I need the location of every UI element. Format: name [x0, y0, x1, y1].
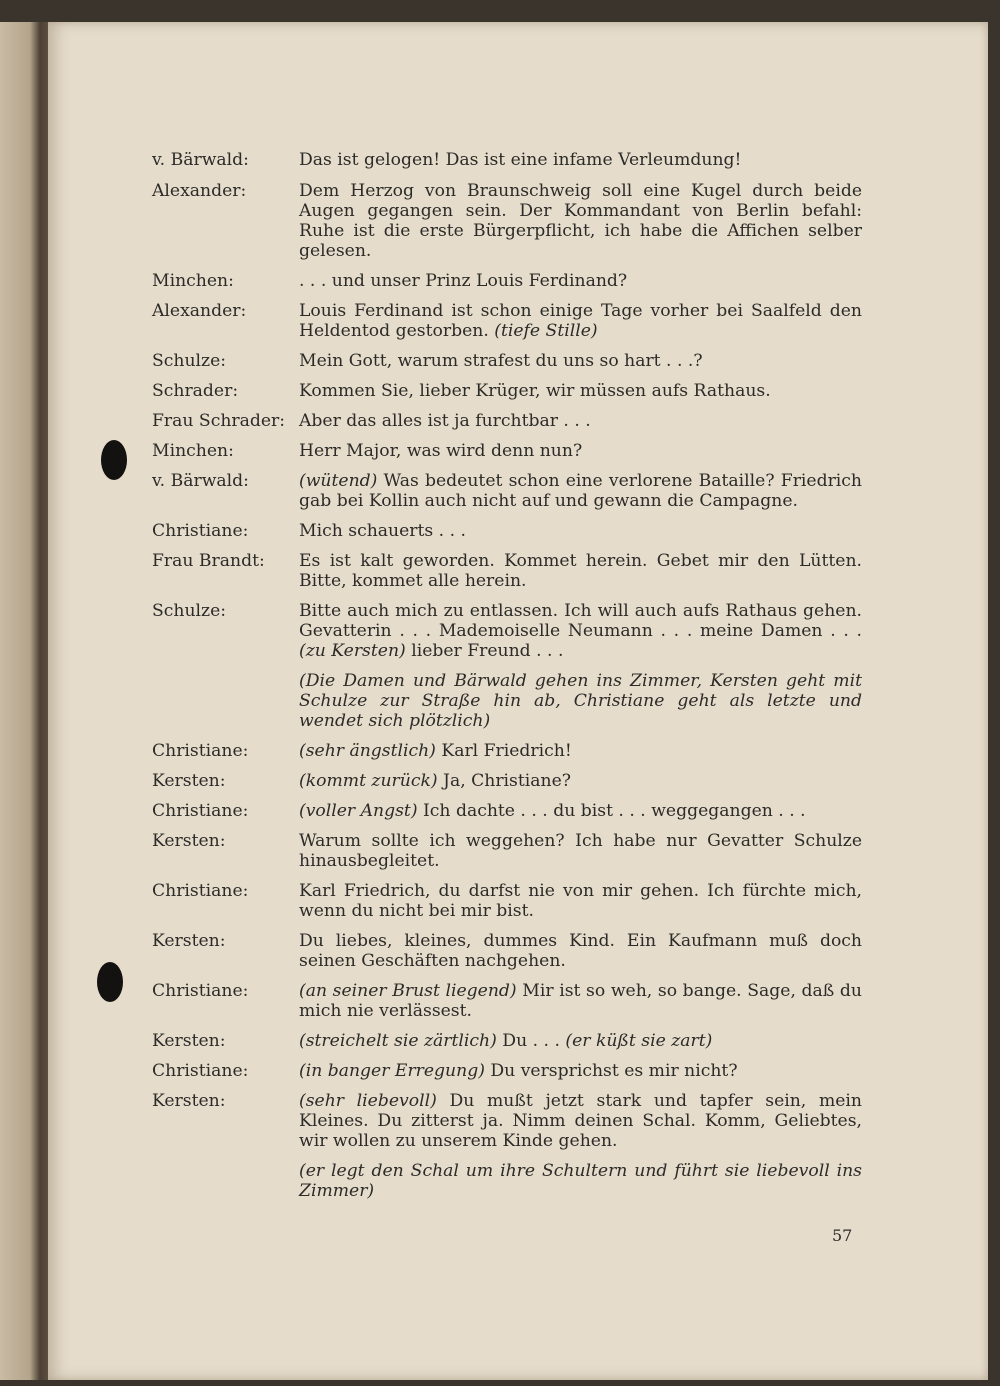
- stage-direction-text: (tiefe Stille): [494, 321, 598, 341]
- dialogue-row: [152, 411, 862, 431]
- speaker-name: Christiane:: [152, 881, 249, 901]
- punch-hole: [101, 440, 127, 480]
- spoken-line: [299, 601, 862, 661]
- dialogue-text: Warum sollte ich weggehen? Ich habe nur Gevatter Schulze hinausbegleitet.: [299, 831, 862, 871]
- stage-direction-text: (sehr ängstlich): [299, 741, 436, 761]
- dialogue-text: Karl Friedrich!: [435, 741, 572, 761]
- speaker-name: Minchen:: [152, 271, 234, 291]
- dialogue-row: [152, 381, 862, 401]
- dialogue-text: Aber das alles ist ja furchtbar . . .: [299, 411, 591, 431]
- spoken-line: [299, 471, 862, 511]
- spoken-line: [299, 411, 862, 431]
- dialogue-text: Dem Herzog von Braunschweig soll eine Kugel durch beide Augen gegangen sein. Der Kommandant von Berlin befahl: Ruhe ist die erste Bürgerpflicht, ich habe die Affichen selber gelesen.: [299, 181, 862, 261]
- speaker-name: Christiane:: [152, 1061, 249, 1081]
- speaker-name: Minchen:: [152, 441, 234, 461]
- stage-direction: [299, 671, 862, 731]
- speaker-name: Schulze:: [152, 601, 227, 621]
- stage-direction-text: (an seiner Brust liegend): [299, 981, 517, 1001]
- speaker-name: Alexander:: [152, 181, 247, 201]
- dialogue-text: Es ist kalt geworden. Kommet herein. Gebet mir den Lütten. Bitte, kommet alle herein.: [299, 551, 862, 591]
- speaker-name: Schulze:: [152, 351, 227, 371]
- dialogue-text: Bitte auch mich zu entlassen. Ich will auch aufs Rathaus gehen. Gevatterin . . . Mademoiselle Neumann . . . meine Damen . . .: [299, 601, 862, 641]
- stage-direction: [299, 1161, 862, 1201]
- speaker-name: Christiane:: [152, 981, 249, 1001]
- spoken-line: [299, 181, 862, 261]
- dialogue-text: lieber Freund . . .: [405, 641, 564, 661]
- stage-direction-text: (streichelt sie zärtlich): [299, 1031, 497, 1051]
- stage-direction-text: (in banger Erregung): [299, 1061, 485, 1081]
- dialogue-text: Du mußt jetzt stark und tapfer sein, mein Kleines. Du zitterst ja. Nimm deinen Schal. Komm, Geliebtes, wir wollen zu unserem Kinde gehen.: [299, 1091, 862, 1151]
- spoken-line: [299, 351, 862, 371]
- spoken-line: [299, 271, 862, 291]
- speaker-name: Kersten:: [152, 1031, 226, 1051]
- play-script-dialogue: [152, 150, 862, 1201]
- speaker-name: Christiane:: [152, 801, 249, 821]
- dialogue-row: [152, 881, 862, 921]
- speaker-name: Christiane:: [152, 741, 249, 761]
- spoken-line: [299, 551, 862, 591]
- speaker-name: Kersten:: [152, 1091, 226, 1111]
- speaker-name: Frau Schrader:: [152, 411, 286, 431]
- dialogue-text: Mir ist so weh, so bange. Sage, daß du mich nie verlässest.: [299, 981, 862, 1021]
- speaker-name: v. Bärwald:: [152, 471, 249, 491]
- page-number: 57: [832, 1226, 853, 1245]
- stage-direction-text: (er legt den Schal um ihre Schultern und führt sie liebevoll ins Zimmer): [299, 1161, 862, 1201]
- spoken-line: [299, 931, 862, 971]
- stage-direction-text: (kommt zurück): [299, 771, 438, 791]
- dialogue-row: [152, 150, 862, 170]
- spoken-line: [299, 981, 862, 1021]
- dialogue-row: [152, 801, 862, 821]
- dialogue-row: [152, 1031, 862, 1051]
- dialogue-text: Kommen Sie, lieber Krüger, wir müssen aufs Rathaus.: [299, 381, 771, 401]
- dialogue-row: [152, 931, 862, 971]
- dialogue-row: [152, 671, 862, 731]
- dialogue-text: Du . . .: [496, 1031, 566, 1051]
- spoken-line: [299, 771, 862, 791]
- dialogue-text: Mich schauerts . . .: [299, 521, 466, 541]
- dialogue-text: Mein Gott, warum strafest du uns so hart . . .?: [299, 351, 703, 371]
- speaker-name: Kersten:: [152, 831, 226, 851]
- spoken-line: [299, 741, 862, 761]
- dialogue-row: [152, 831, 862, 871]
- speaker-name: Christiane:: [152, 521, 249, 541]
- dialogue-row: [152, 1091, 862, 1151]
- spoken-line: [299, 881, 862, 921]
- dialogue-text: Louis Ferdinand ist schon einige Tage vorher bei Saalfeld den Heldentod gestorben.: [299, 301, 862, 341]
- dialogue-text: Du liebes, kleines, dummes Kind. Ein Kaufmann muß doch seinen Geschäften nachgehen.: [299, 931, 862, 971]
- stage-direction-text: (Die Damen und Bärwald gehen ins Zimmer, Kersten geht mit Schulze zur Straße hin ab, Christiane geht als letzte und wendet sich plötzlich): [299, 671, 862, 731]
- spoken-line: [299, 301, 862, 341]
- spoken-line: [299, 1031, 862, 1051]
- dialogue-row: [152, 771, 862, 791]
- dialogue-text: Ich dachte . . . du bist . . . weggegangen . . .: [417, 801, 806, 821]
- speaker-name: Schrader:: [152, 381, 239, 401]
- dialogue-row: [152, 551, 862, 591]
- dialogue-row: [152, 981, 862, 1021]
- speaker-name: Frau Brandt:: [152, 551, 265, 571]
- stage-direction-text: (er küßt sie zart): [565, 1031, 713, 1051]
- spoken-line: [299, 1061, 862, 1081]
- stage-direction-text: (sehr liebevoll): [299, 1091, 437, 1111]
- speaker-name: Kersten:: [152, 771, 226, 791]
- dialogue-row: [152, 351, 862, 371]
- dialogue-text: . . . und unser Prinz Louis Ferdinand?: [299, 271, 628, 291]
- spoken-line: [299, 1091, 862, 1151]
- stage-direction-text: (voller Angst): [299, 801, 418, 821]
- dialogue-row: [152, 471, 862, 511]
- speaker-name: v. Bärwald:: [152, 150, 249, 170]
- dialogue-text: Karl Friedrich, du darfst nie von mir gehen. Ich fürchte mich, wenn du nicht bei mir bist.: [299, 881, 862, 921]
- speaker-name: Kersten:: [152, 931, 226, 951]
- dialogue-row: [152, 181, 862, 261]
- dialogue-row: [152, 1161, 862, 1201]
- dialogue-row: [152, 741, 862, 761]
- stage-direction-text: (wütend): [299, 471, 378, 491]
- dialogue-text: Herr Major, was wird denn nun?: [299, 441, 583, 461]
- spoken-line: [299, 521, 862, 541]
- stage-direction-text: (zu Kersten): [299, 641, 406, 661]
- dialogue-row: [152, 521, 862, 541]
- dialogue-row: [152, 301, 862, 341]
- dialogue-text: Ja, Christiane?: [437, 771, 571, 791]
- spoken-line: [299, 441, 862, 461]
- dialogue-row: [152, 601, 862, 661]
- spoken-line: [299, 831, 862, 871]
- spoken-line: [299, 801, 862, 821]
- speaker-name: [152, 1161, 299, 1201]
- spoken-line: [299, 381, 862, 401]
- speaker-name: [152, 671, 299, 731]
- dialogue-row: [152, 271, 862, 291]
- book-spine-edge: [0, 22, 48, 1380]
- dialogue-text: Das ist gelogen! Das ist eine infame Verleumdung!: [299, 150, 742, 170]
- spoken-line: [299, 150, 862, 170]
- dialogue-text: Du versprichst es mir nicht?: [484, 1061, 738, 1081]
- punch-hole: [97, 962, 123, 1002]
- dialogue-row: [152, 1061, 862, 1081]
- dialogue-text: Was bedeutet schon eine verlorene Bataille? Friedrich gab bei Kollin auch nicht auf und gewann die Campagne.: [299, 471, 862, 511]
- speaker-name: Alexander:: [152, 301, 247, 321]
- dialogue-row: [152, 441, 862, 461]
